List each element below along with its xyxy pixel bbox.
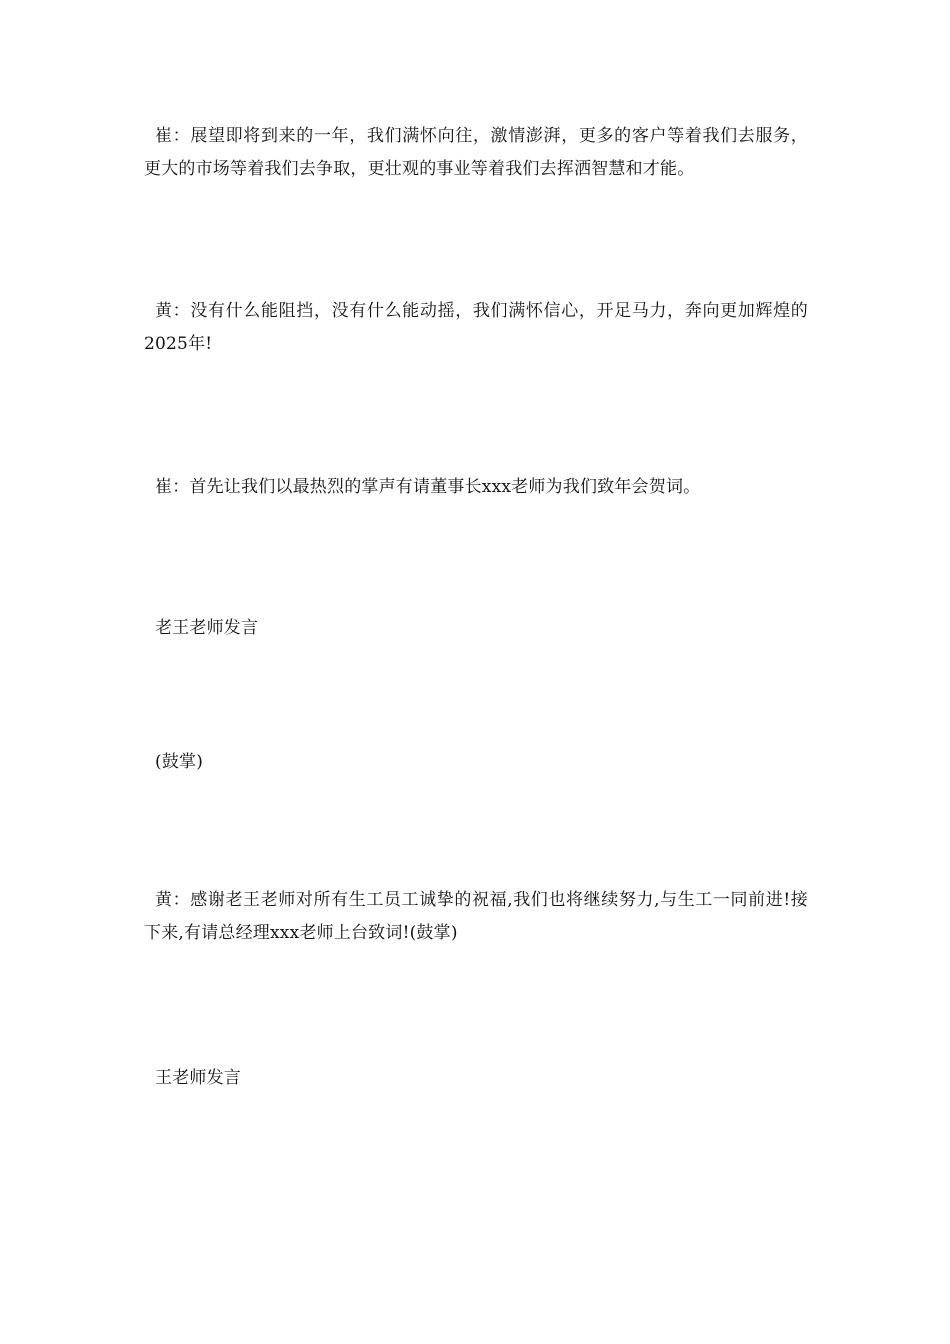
paragraph-cui-invite-chairman: 崔：首先让我们以最热烈的掌声有请董事长xxx老师为我们致年会贺词。	[155, 477, 701, 497]
paragraph-applause: (鼓掌)	[155, 752, 204, 772]
paragraph-huang-thanks: 黄：感谢老王老师对所有生工员工诚挚的祝福,我们也将继续努力,与生工一同前进!接下来,有请总经理xxx老师上台致词!(鼓掌)	[144, 890, 808, 943]
paragraph-cui-outlook: 崔：展望即将到来的一年，我们满怀向往，激情澎湃，更多的客户等着我们去服务，更大的市场等着我们去争取，更壮观的事业等着我们去挥洒智慧和才能。	[144, 126, 808, 179]
paragraph-wang-speech: 王老师发言	[155, 1068, 241, 1088]
paragraph-huang-confidence: 黄：没有什么能阻挡，没有什么能动摇，我们满怀信心，开足马力，奔向更加辉煌的2025年!	[144, 301, 808, 354]
paragraph-lao-wang-speech: 老王老师发言	[155, 618, 259, 638]
